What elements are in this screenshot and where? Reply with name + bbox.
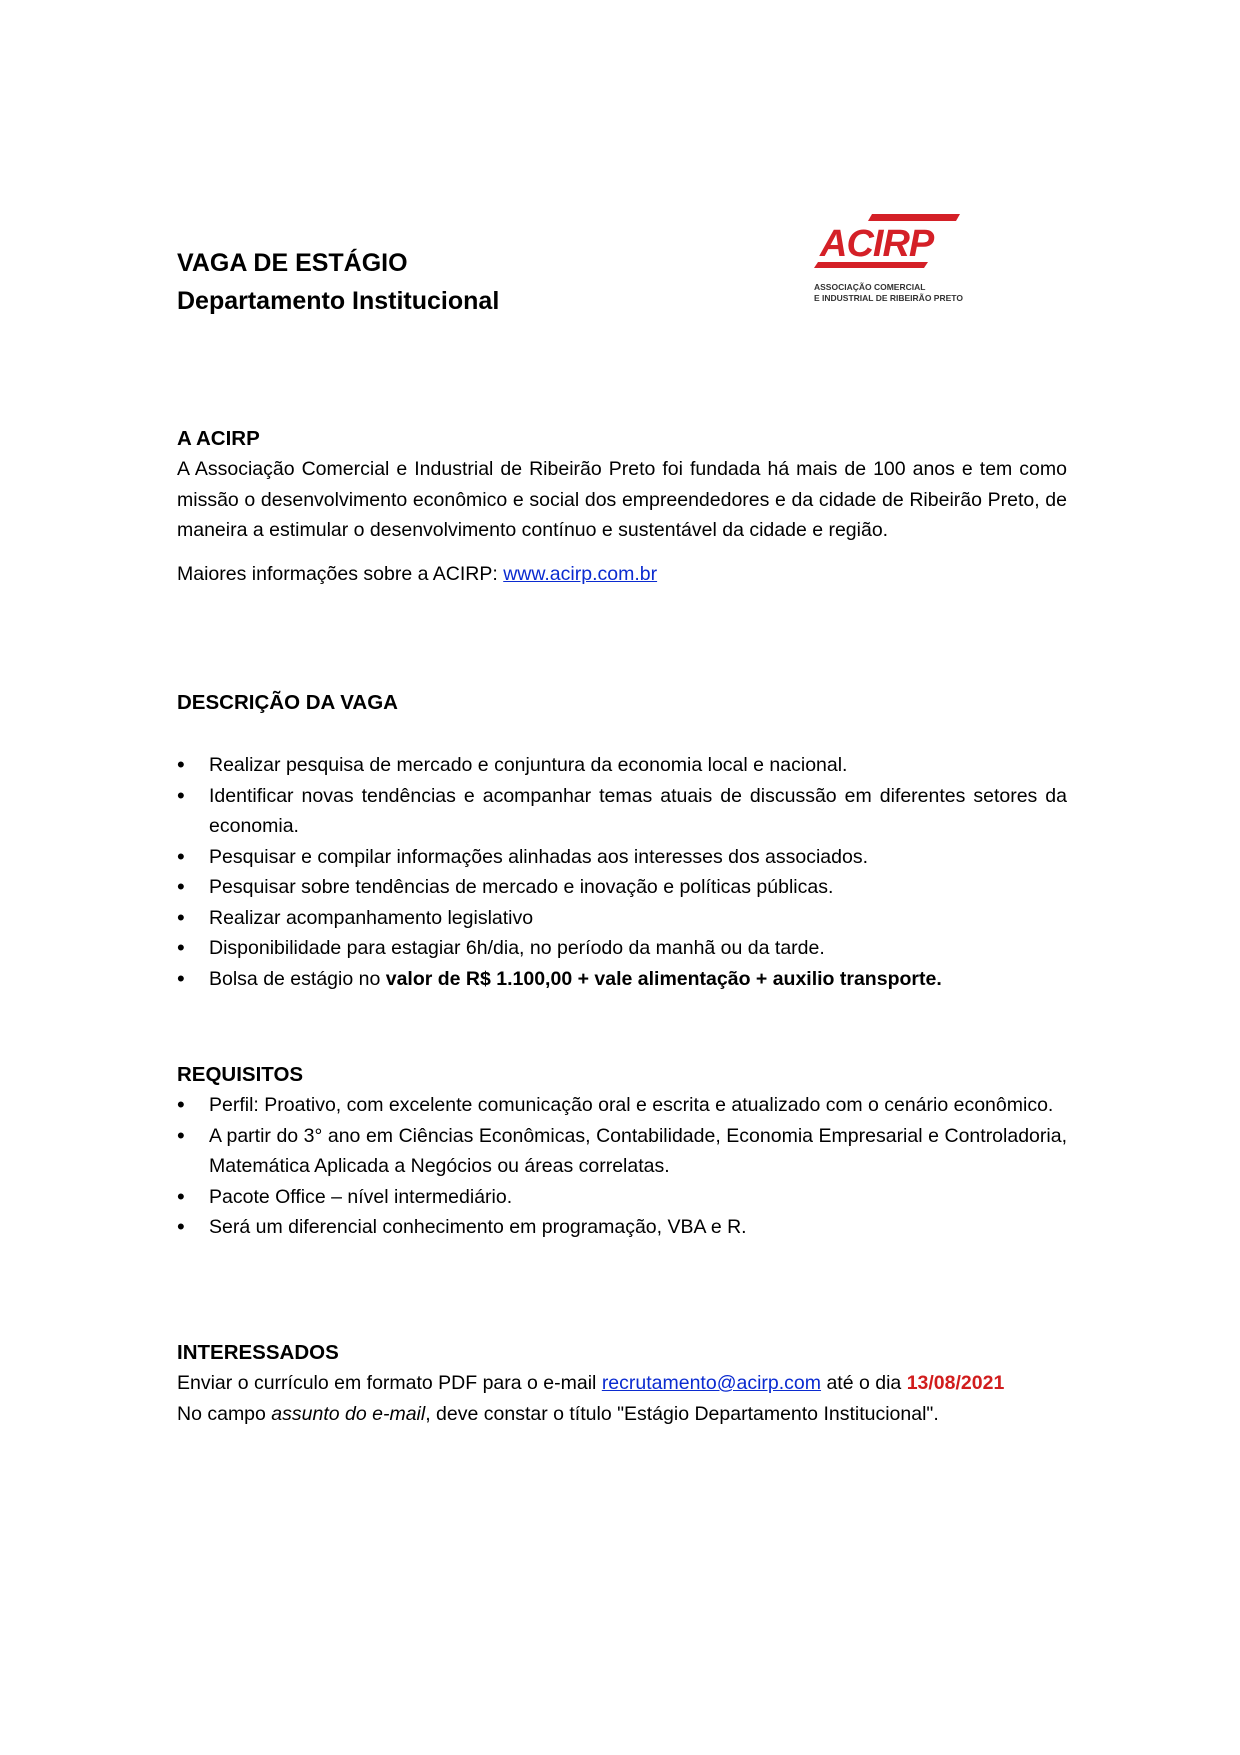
subject-prefix: No campo bbox=[177, 1402, 272, 1425]
list-item: • Pesquisar e compilar informações alinhadas aos interesses dos associados. bbox=[177, 842, 1067, 873]
description-section bbox=[177, 688, 1067, 994]
description-heading: DESCRIÇÃO DA VAGA bbox=[177, 691, 398, 714]
logo-tagline-2: E INDUSTRIAL DE RIBEIRÃO PRETO bbox=[814, 293, 963, 303]
list-item: • Disponibilidade para estagiar 6h/dia, no período da manhã ou da tarde. bbox=[177, 933, 1067, 964]
subject-italic: assunto do e-mail bbox=[271, 1402, 426, 1425]
more-info-line bbox=[177, 559, 1067, 590]
subject-line bbox=[177, 1399, 1067, 1430]
list-item: • Realizar pesquisa de mercado e conjuntura da economia local e nacional. bbox=[177, 750, 1067, 781]
title-line-1: VAGA DE ESTÁGIO bbox=[177, 249, 408, 277]
about-paragraph: A Associação Comercial e Industrial de Ribeirão Preto foi fundada há mais de 100 anos e tem como missão o desenvolvimento econômico e social dos empreendedores e da cidade de Ribeirão Preto, de maneira a estimular o desenvolvimento contínuo e sustentável da cidade e região. bbox=[177, 458, 1067, 541]
logo-wordmark: ACIRP bbox=[820, 223, 934, 265]
stipend-value: valor de R$ 1.100,00 + vale alimentação + auxilio transporte. bbox=[385, 967, 942, 990]
list-item: • Será um diferencial conhecimento em programação, VBA e R. bbox=[177, 1212, 1067, 1243]
list-item: • Identificar novas tendências e acompanhar temas atuais de discussão em diferentes setores da economia. bbox=[177, 781, 1067, 842]
subject-suffix: , deve constar o título "Estágio Departamento Institucional". bbox=[425, 1402, 939, 1425]
requirements-heading: REQUISITOS bbox=[177, 1063, 304, 1086]
list-item: • Realizar acompanhamento legislativo bbox=[177, 903, 1067, 934]
list-item: • Pesquisar sobre tendências de mercado e inovação e políticas públicas. bbox=[177, 872, 1067, 903]
about-heading: A ACIRP bbox=[177, 427, 260, 450]
recruitment-email-link[interactable]: recrutamento@acirp.com bbox=[601, 1372, 822, 1394]
stipend-item bbox=[177, 964, 1067, 995]
title-line-2: Departamento Institucional bbox=[177, 287, 500, 315]
requirements-list bbox=[177, 1090, 1067, 1243]
logo-tagline-1: ASSOCIAÇÃO COMERCIAL bbox=[814, 282, 926, 292]
application-line bbox=[177, 1368, 1067, 1399]
interested-section bbox=[177, 1338, 1067, 1429]
interested-heading: INTERESSADOS bbox=[177, 1341, 339, 1364]
description-list bbox=[177, 750, 1067, 994]
application-middle: até o dia bbox=[821, 1372, 907, 1394]
requirements-section bbox=[177, 1060, 1067, 1243]
acirp-website-link[interactable]: www.acirp.com.br bbox=[503, 562, 658, 585]
more-info-prefix: Maiores informações sobre a ACIRP: bbox=[177, 562, 504, 585]
acirp-logo bbox=[810, 212, 1000, 312]
application-prefix: Enviar o currículo em formato PDF para o e-mail bbox=[177, 1372, 602, 1394]
list-item: • A partir do 3° ano em Ciências Econômicas, Contabilidade, Economia Empresarial e Controladoria, Matemática Aplicada a Negócios ou áreas correlatas. bbox=[177, 1121, 1067, 1182]
list-item: • Pacote Office – nível intermediário. bbox=[177, 1182, 1067, 1213]
page-title bbox=[177, 244, 499, 320]
list-item: • Perfil: Proativo, com excelente comunicação oral e escrita e atualizado com o cenário econômico. bbox=[177, 1090, 1067, 1121]
about-section bbox=[177, 424, 1067, 589]
stipend-prefix: Bolsa de estágio no bbox=[209, 967, 386, 990]
deadline-date: 13/08/2021 bbox=[906, 1372, 1005, 1394]
